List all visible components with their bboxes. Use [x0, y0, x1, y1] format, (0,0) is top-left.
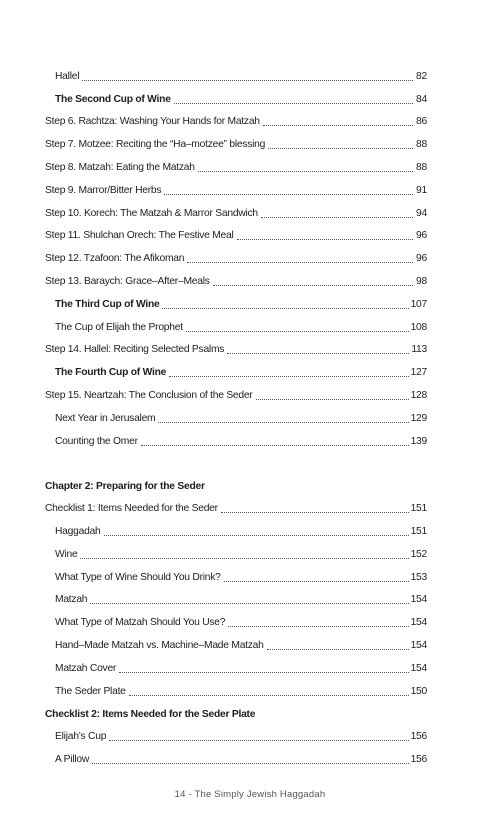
toc-entry-page-number: 156	[410, 731, 427, 743]
toc-entry	[45, 311, 427, 334]
toc-entry-page-number: 154	[410, 594, 427, 606]
toc-entry-title: The Seder Plate	[55, 685, 126, 697]
toc-entry	[45, 242, 427, 265]
toc-entry-title: Step 14. Hallel: Reciting Selected Psalms	[45, 344, 225, 356]
toc-entry	[45, 743, 427, 766]
toc-entry-page-number: 128	[410, 389, 427, 401]
toc-entry-title: The Third Cup of Wine	[55, 298, 160, 310]
toc-entry	[45, 356, 427, 379]
toc-entry	[45, 220, 427, 243]
dot-leader	[198, 170, 413, 172]
chapter-heading: Chapter 2: Preparing for the Seder	[45, 481, 205, 493]
toc-entry	[45, 402, 427, 425]
dot-leader	[169, 375, 408, 377]
toc-entry-title: The Fourth Cup of Wine	[55, 367, 167, 379]
toc-entry-title: Step 8. Matzah: Eating the Matzah	[45, 161, 195, 173]
dot-leader	[92, 762, 409, 764]
toc-entry-page-number: 82	[416, 70, 427, 82]
toc-entry-page-number: 154	[410, 617, 427, 629]
toc-entry-title: Hand–Made Matzah vs. Machine–Made Matzah	[55, 639, 264, 651]
toc-entry-title: The Second Cup of Wine	[55, 93, 171, 105]
checklist-2-heading: Checklist 2: Items Needed for the Seder Plate	[45, 709, 256, 721]
toc-entry	[45, 128, 427, 151]
dot-leader	[119, 671, 408, 673]
toc-entry-page-number: 88	[416, 161, 427, 173]
dot-leader	[104, 534, 409, 536]
toc-entry-page-number: 139	[410, 435, 427, 447]
dot-leader	[237, 238, 413, 240]
toc-entry-title: Step 12. Tzafoon: The Afikoman	[45, 253, 185, 265]
toc-entry-page-number: 154	[410, 639, 427, 651]
toc-entry-page-number: 108	[410, 321, 427, 333]
toc-section-checklist-2	[45, 720, 427, 766]
toc-entry	[45, 265, 427, 288]
toc-entry-page-number: 151	[410, 525, 427, 537]
dot-leader	[261, 216, 413, 218]
toc-entry-title: Step 15. Neartzah: The Conclusion of the Seder	[45, 389, 253, 401]
toc-entry	[45, 652, 427, 675]
toc-entry-title: Matzah	[55, 594, 88, 606]
toc-entry-title: Step 7. Motzee: Reciting the “Ha–motzee” blessing	[45, 139, 266, 151]
toc-entry-title: The Cup of Elijah the Prophet	[55, 321, 183, 333]
toc-entry-page-number: 86	[416, 116, 427, 128]
section-gap	[45, 448, 427, 470]
toc-entry	[45, 629, 427, 652]
toc-entry	[45, 174, 427, 197]
dot-leader	[82, 79, 413, 81]
toc-entry-page-number: 91	[416, 184, 427, 196]
toc-entry	[45, 106, 427, 129]
dot-leader	[187, 261, 413, 263]
toc-entry-title: Step 6. Rachtza: Washing Your Hands for Matzah	[45, 116, 260, 128]
dot-leader	[228, 625, 408, 627]
toc-entry-page-number: 107	[410, 298, 427, 310]
toc-entry-title: Elijah’s Cup	[55, 731, 107, 743]
toc-entry-title: Next Year in Jerusalem	[55, 412, 156, 424]
toc-entry-title: Wine	[55, 548, 78, 560]
toc-entry	[45, 584, 427, 607]
toc-entry	[45, 561, 427, 584]
toc-entry	[45, 538, 427, 561]
toc-entry-title: Matzah Cover	[55, 662, 117, 674]
toc-entry	[45, 60, 427, 83]
dot-leader	[158, 421, 408, 423]
toc-entry-title: Counting the Omer	[55, 435, 138, 447]
toc-entry-page-number: 150	[410, 685, 427, 697]
dot-leader	[227, 352, 409, 354]
toc-entry-page-number: 151	[410, 503, 427, 515]
toc-entry-title: Step 9. Marror/Bitter Herbs	[45, 184, 162, 196]
dot-leader	[224, 580, 409, 582]
toc-entry-title: What Type of Wine Should You Drink?	[55, 571, 221, 583]
dot-leader	[267, 648, 409, 650]
toc-entry	[45, 492, 427, 515]
toc-entry-page-number: 156	[410, 753, 427, 765]
toc-entry-title: Step 13. Baraych: Grace–After–Meals	[45, 275, 210, 287]
page-footer: 14 - The Simply Jewish Haggadah	[174, 789, 326, 800]
toc-entry-page-number: 154	[410, 662, 427, 674]
toc-entry-page-number: 94	[416, 207, 427, 219]
toc-section-checklist-1	[45, 492, 427, 697]
dot-leader	[164, 193, 413, 195]
table-of-contents	[45, 60, 427, 766]
toc-entry	[45, 151, 427, 174]
toc-entry-title: Hallel	[55, 70, 80, 82]
toc-entry	[45, 379, 427, 402]
dot-leader	[213, 284, 413, 286]
toc-entry	[45, 425, 427, 448]
dot-leader	[174, 102, 413, 104]
toc-entry	[45, 720, 427, 743]
toc-entry-page-number: 153	[410, 571, 427, 583]
toc-entry-page-number: 88	[416, 139, 427, 151]
toc-entry-title: Step 11. Shulchan Orech: The Festive Meal	[45, 230, 234, 242]
toc-entry	[45, 197, 427, 220]
toc-entry-page-number: 84	[416, 93, 427, 105]
toc-entry	[45, 334, 427, 357]
dot-leader	[268, 147, 413, 149]
dot-leader	[256, 398, 409, 400]
dot-leader	[90, 602, 408, 604]
dot-leader	[109, 739, 408, 741]
dot-leader	[129, 694, 409, 696]
toc-entry	[45, 606, 427, 629]
dot-leader	[263, 124, 413, 126]
toc-entry-title: What Type of Matzah Should You Use?	[55, 617, 226, 629]
toc-entry	[45, 83, 427, 106]
toc-entry	[45, 675, 427, 698]
toc-entry-title: Haggadah	[55, 525, 101, 537]
toc-entry	[45, 288, 427, 311]
dot-leader	[141, 444, 409, 446]
dot-leader	[162, 307, 408, 309]
toc-entry-page-number: 96	[416, 230, 427, 242]
dot-leader	[186, 330, 409, 332]
toc-entry-page-number: 113	[411, 344, 427, 356]
toc-entry-page-number: 127	[410, 367, 427, 379]
dot-leader	[221, 511, 409, 513]
toc-entry-page-number: 96	[416, 253, 427, 265]
toc-section-seder-steps	[45, 60, 427, 448]
toc-entry-title: Checklist 1: Items Needed for the Seder	[45, 503, 218, 515]
toc-entry-title: A Pillow	[55, 753, 90, 765]
toc-entry-page-number: 98	[416, 275, 427, 287]
toc-entry-page-number: 152	[410, 548, 427, 560]
toc-entry	[45, 515, 427, 538]
dot-leader	[80, 557, 408, 559]
toc-entry-page-number: 129	[410, 412, 427, 424]
toc-entry-title: Step 10. Korech: The Matzah & Marror Sandwich	[45, 207, 258, 219]
